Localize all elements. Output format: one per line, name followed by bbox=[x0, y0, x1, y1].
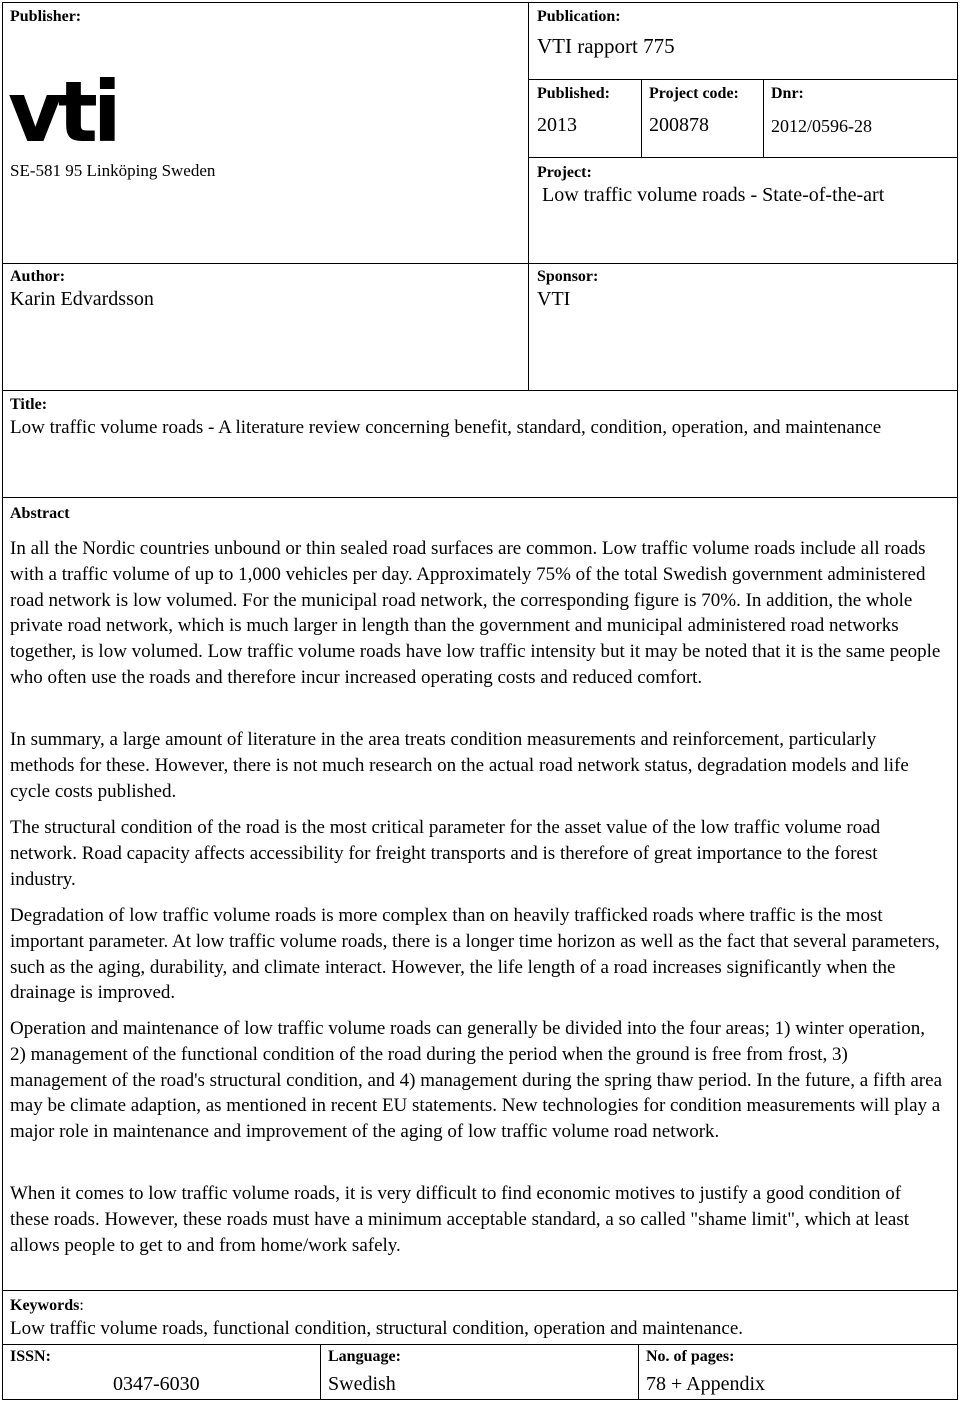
publisher-address: SE-581 95 Linköping Sweden bbox=[10, 161, 216, 180]
published-label: Published: bbox=[537, 85, 610, 102]
published-value: 2013 bbox=[537, 114, 577, 136]
keywords-value: Low traffic volume roads, functional condition, structural condition, operation and maintenance. bbox=[10, 1318, 744, 1339]
publication-row-divider bbox=[528, 79, 958, 80]
keywords-label bbox=[10, 1297, 84, 1315]
title-label: Title: bbox=[10, 396, 48, 413]
abstract-label: Abstract bbox=[10, 505, 70, 522]
project-code-value: 200878 bbox=[649, 114, 709, 136]
dnr-divider bbox=[763, 79, 764, 157]
author-label: Author: bbox=[10, 268, 66, 285]
issn-label: ISSN: bbox=[10, 1348, 51, 1365]
abstract-row-divider bbox=[2, 497, 958, 498]
project-label: Project: bbox=[537, 164, 592, 181]
author-value: Karin Edvardsson bbox=[10, 288, 154, 310]
abstract-paragraph-5: Operation and maintenance of low traffic volume roads can generally be divided into the four areas; 1) winter operation, 2) management of the functional condition of the road during the period when the ground is free from frost, 3) management of the road's structural condition, and 4) management during the spring thaw period. In the future, a fifth area may be climate adaption, as mentioned in recent EU statements. New technologies for condition measurements will play a major role in maintenance and improvement of the aging of low traffic volume road network. bbox=[10, 1018, 943, 1143]
publication-label: Publication: bbox=[537, 8, 621, 25]
publication-value: VTI rapport 775 bbox=[537, 34, 675, 58]
abstract-paragraph-2: In summary, a large amount of literature in the area treats condition measurements and reinforcement, particularly methods for these. However, there is not much research on the actual road network status, degradation models and life cycle costs published. bbox=[10, 729, 909, 802]
sponsor-value: VTI bbox=[537, 288, 571, 310]
issn-row-divider bbox=[2, 1344, 958, 1345]
pages-label: No. of pages: bbox=[646, 1348, 735, 1365]
issn-value: 0347-6030 bbox=[113, 1373, 200, 1395]
sponsor-label: Sponsor: bbox=[537, 268, 599, 285]
title-value: Low traffic volume roads - A literature review concerning benefit, standard, condition, operation, and maintenance bbox=[10, 417, 882, 438]
project-code-label: Project code: bbox=[649, 85, 739, 102]
keywords-colon: : bbox=[79, 1297, 84, 1314]
keywords-label-text: Keywords bbox=[10, 1297, 80, 1314]
dnr-label: Dnr: bbox=[771, 85, 804, 102]
pages-value: 78 + Appendix bbox=[646, 1373, 766, 1395]
dnr-value: 2012/0596-28 bbox=[771, 116, 872, 136]
project-value: Low traffic volume roads - State-of-the-art bbox=[542, 184, 885, 206]
publisher-label: Publisher: bbox=[10, 8, 82, 25]
header-divider bbox=[528, 2, 529, 390]
abstract-paragraph-3: The structural condition of the road is the most critical parameter for the asset value of the low traffic volume road network. Road capacity affects accessibility for freight transports and is therefore of great importance to the forest industry. bbox=[10, 817, 881, 890]
published-divider bbox=[641, 79, 642, 157]
issn-divider bbox=[320, 1344, 321, 1400]
project-row-divider bbox=[528, 157, 958, 158]
author-row-divider bbox=[2, 263, 958, 264]
abstract-paragraph-4: Degradation of low traffic volume roads is more complex than on heavily trafficked roads where traffic is the most important parameter. At low traffic volume roads, there is a longer time horizon as well as the fact that several parameters, such as the aging, durability, and climate interact. However, the life length of a road increases significantly when the drainage is improved. bbox=[10, 905, 940, 1004]
language-label: Language: bbox=[328, 1348, 401, 1365]
keywords-row-divider bbox=[2, 1290, 958, 1291]
abstract-paragraph-6: When it comes to low traffic volume roads, it is very difficult to find economic motives to justify a good condition of these roads. However, these roads must have a minimum acceptable standard, a so called "shame limit", which at least allows people to get to and from home/work safely. bbox=[10, 1183, 910, 1256]
title-row-divider bbox=[2, 390, 958, 391]
language-divider bbox=[638, 1344, 639, 1400]
abstract-paragraph-1: In all the Nordic countries unbound or thin sealed road surfaces are common. Low traffic volume roads include all roads with a traffic volume of up to 1,000 vehicles per day. Approximately 75% of the total Swedish government administered road network is low volumed. For the municipal road network, the corresponding figure is 70%. In addition, the whole private road network, which is much larger in length than the government and municipal administered road networks together, is low volumed. Low traffic volume roads have low traffic intensity but it may be noted that it is the same people who often use the roads and therefore incur increased operating costs and reduced comfort. bbox=[10, 538, 941, 688]
vti-logo: vti bbox=[8, 63, 117, 161]
language-value: Swedish bbox=[328, 1373, 396, 1395]
